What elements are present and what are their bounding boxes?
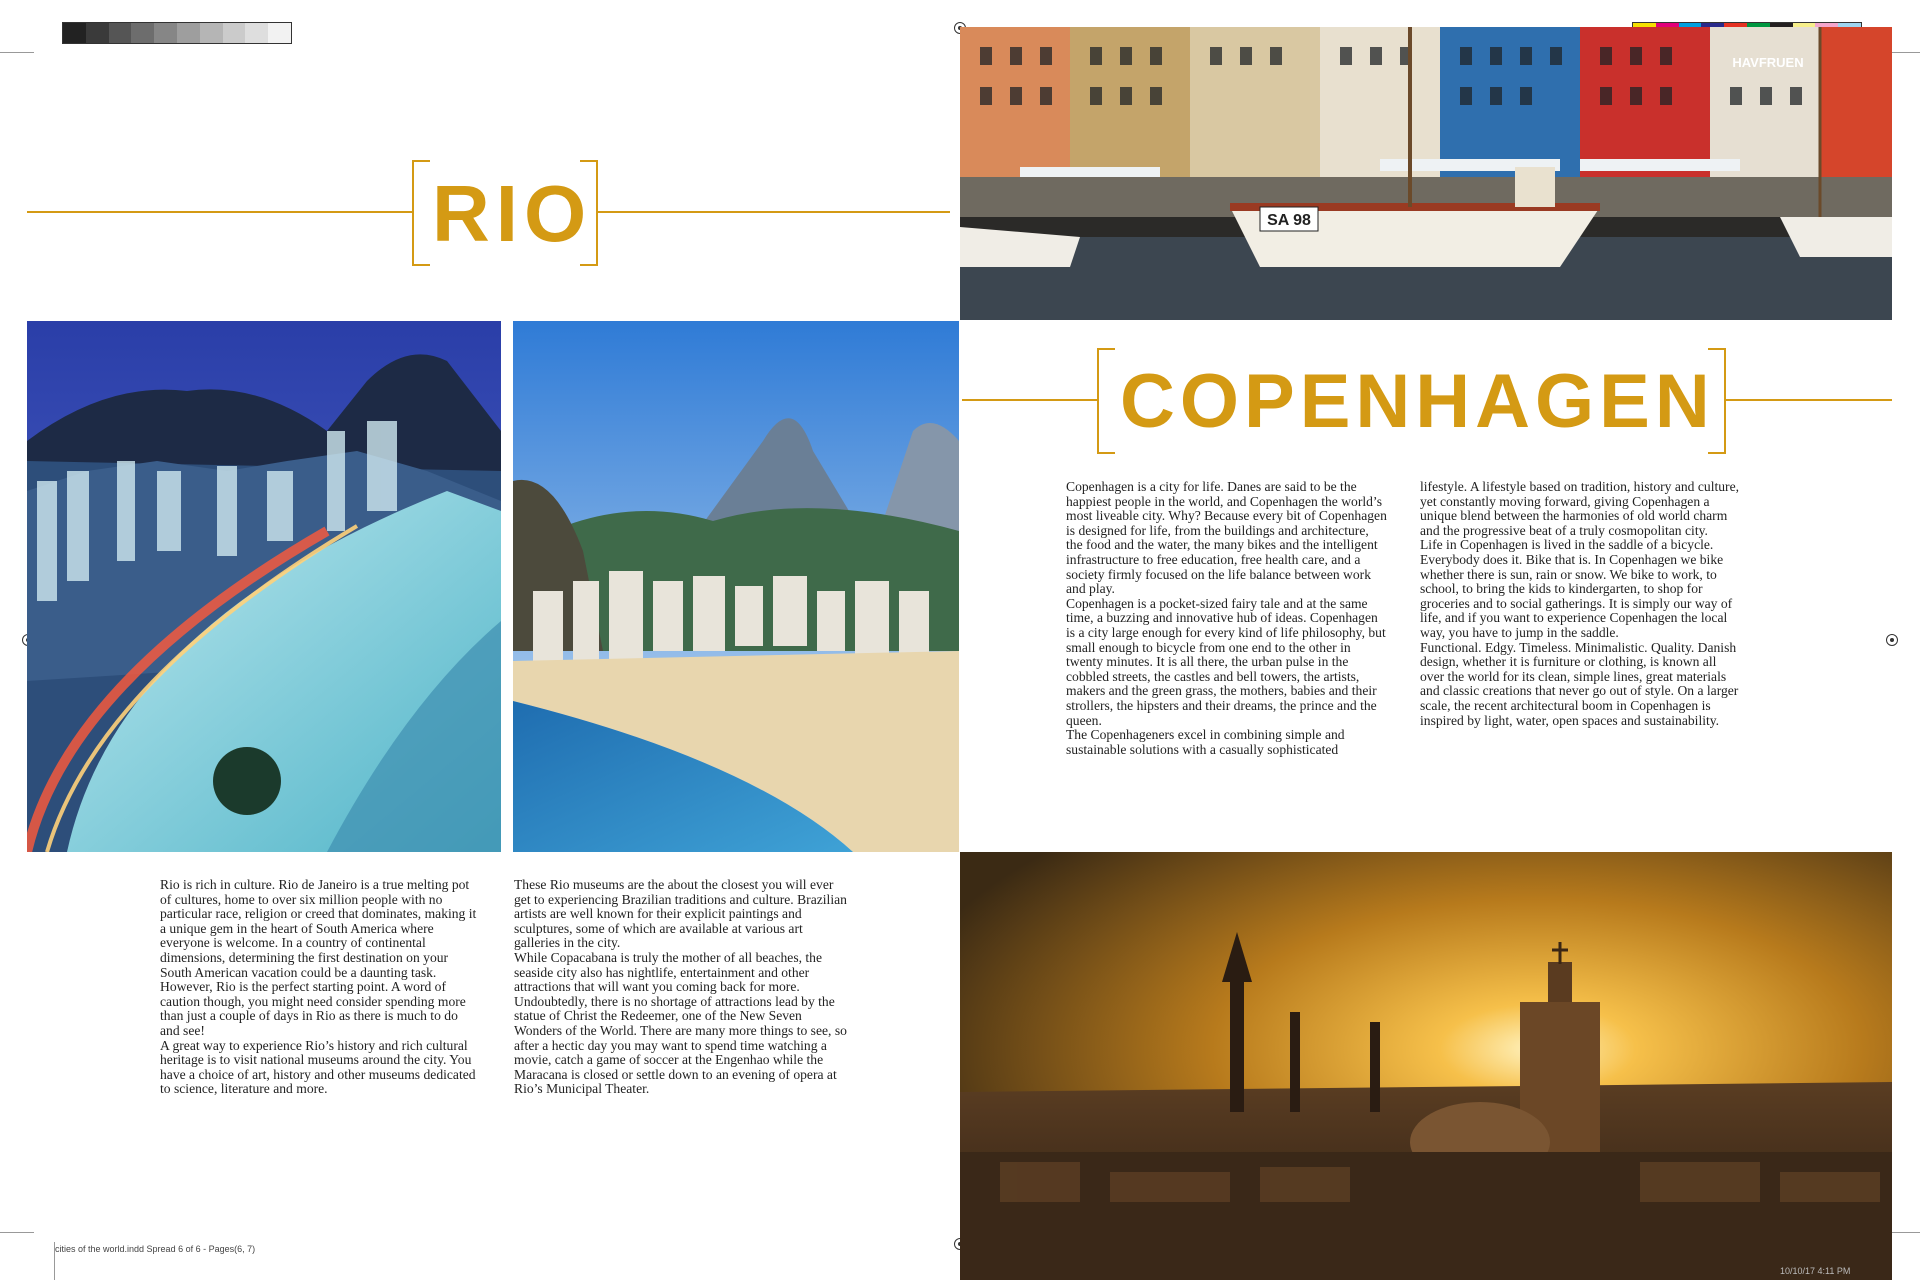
paragraph: Rio is rich in culture. Rio de Janeiro is a true melting pot of cultures, home to over six million people with no particular race, religion or creed that dominates, making it a unique gem in the heart of South America where everyone is welcome. In a country of continental dimensions, determining the first destination on your South American vacation could be a daunting task. However, Rio is the perfect starting point. A word of caution though, you might need consider spending more than just a couple of days in Rio as there is much to do and see!	[160, 877, 477, 1038]
rio-headline-rule-right	[598, 211, 950, 213]
footer-date: 10/10/17 4:11 PM	[1780, 1266, 1851, 1276]
rio-headline-frame-left	[412, 160, 430, 266]
registration-mark	[1886, 634, 1898, 646]
copenhagen-sunset-image	[960, 852, 1892, 1280]
paragraph: These Rio museums are the about the closest you will ever get to experiencing Brazilian traditions and culture. Brazilian artists are well known for their explicit paintings and sculptures, some of which are available at various art galleries in the city.	[514, 877, 847, 951]
rio-headline-rule-left	[27, 211, 413, 213]
crop-mark	[0, 52, 34, 53]
rio-title: RIO	[432, 169, 593, 258]
copenhagen-title: COPENHAGEN	[1120, 359, 1715, 444]
copenhagen-body-column-1	[1066, 480, 1388, 757]
paragraph: Copenhagen is a pocket-sized fairy tale and at the same time, a buzzing and innovative hub of ideas. Copenhagen is a city large enough for every kind of life philosophy, but small enough to bicycle from one end to the other in twenty minutes. It is all there, the urban pulse in the cobbled streets, the castles and bell towers, the artists, makers and the green grass, the mothers, babies and their strollers, the hipsters and their dreams, the prince and the queen.	[1066, 595, 1386, 728]
paragraph: A great way to experience Rio’s history and rich cultural heritage is to visit national museums around the city. You have a choice of art, history and other museums dedicated to science, literature and more.	[160, 1037, 476, 1097]
rio-night-beach-photo	[27, 321, 501, 852]
copenhagen-headline-rule-left	[962, 399, 1098, 401]
copenhagen-sunset-photo	[960, 852, 1892, 1280]
paragraph: While Copacabana is truly the mother of all beaches, the seaside city also has nightlife, entertainment and other attractions that will want you coming back for more. Undoubtedly, there is no shortage of attractions lead by the statue of Christ the Redeemer, one of the New Seven Wonders of the World. There are many more things to see, so after a hectic day you may want to spend time watching a movie, catch a game of soccer at the Engenhao while the Maracana is closed or settle down to an evening of opera at Rio’s Municipal Theater.	[514, 949, 847, 1097]
paragraph: The Copenhageners excel in combining simple and sustainable solutions with a casually sophisticated	[1066, 727, 1345, 757]
paragraph: Life in Copenhagen is lived in the saddle of a bicycle. Everybody does it. Bike that is. In Copenhagen we bike whether there is sun, rain or snow. We bike to work, to school, to bring the kids to kindergarten, to shop for groceries and to social gatherings. It is simply our way of life, and if you want to experience Copenhagen the local way, you have to jump in the saddle.	[1420, 537, 1733, 640]
paragraph: lifestyle. A lifestyle based on tradition, history and culture, yet constantly moving forward, giving Copenhagen a unique blend between the harmonies of old world charm and the progressive beat of a truly cosmopolitan city.	[1420, 479, 1740, 538]
paragraph: Copenhagen is a city for life. Danes are said to be the happiest people in the world, and Copenhagen the world’s most liveable city. Why? Because every bit of Copenhagen is designed for life, from the buildings and architecture, the food and the water, the many bikes and the intelligent infrastructure to free education, free health care, and a society firmly focused on the life balance between work and play.	[1066, 479, 1387, 597]
shop-sign-label: HAVFRUEN	[1732, 55, 1804, 70]
rio-body-column-1	[160, 878, 478, 1097]
paragraph: Functional. Edgy. Timeless. Minimalistic. Quality. Danish design, whether it is furniture or clothing, is known all over the world for its clean, simple lines, great materials and classic creations that never go out of style. On a larger scale, the recent architectural boom in Copenhagen is inspired by light, water, open spaces and sustainability.	[1420, 639, 1739, 728]
rio-day-beach-photo	[513, 321, 959, 852]
copenhagen-headline-rule-right	[1726, 399, 1892, 401]
rio-body-column-2	[514, 878, 848, 1097]
copenhagen-headline-frame-left	[1097, 348, 1115, 454]
grayscale-bar	[62, 22, 292, 44]
copenhagen-harbour-photo	[960, 27, 1892, 320]
footer-slug: cities of the world.indd Spread 6 of 6 - Pages(6, 7)	[55, 1244, 256, 1254]
rio-day-beach-image	[513, 321, 959, 852]
boat-name-label: SA 98	[1267, 212, 1311, 229]
copenhagen-body-column-2	[1420, 480, 1742, 728]
rio-night-beach-image	[27, 321, 501, 852]
copenhagen-harbour-image	[960, 27, 1892, 320]
crop-mark	[0, 1232, 34, 1233]
